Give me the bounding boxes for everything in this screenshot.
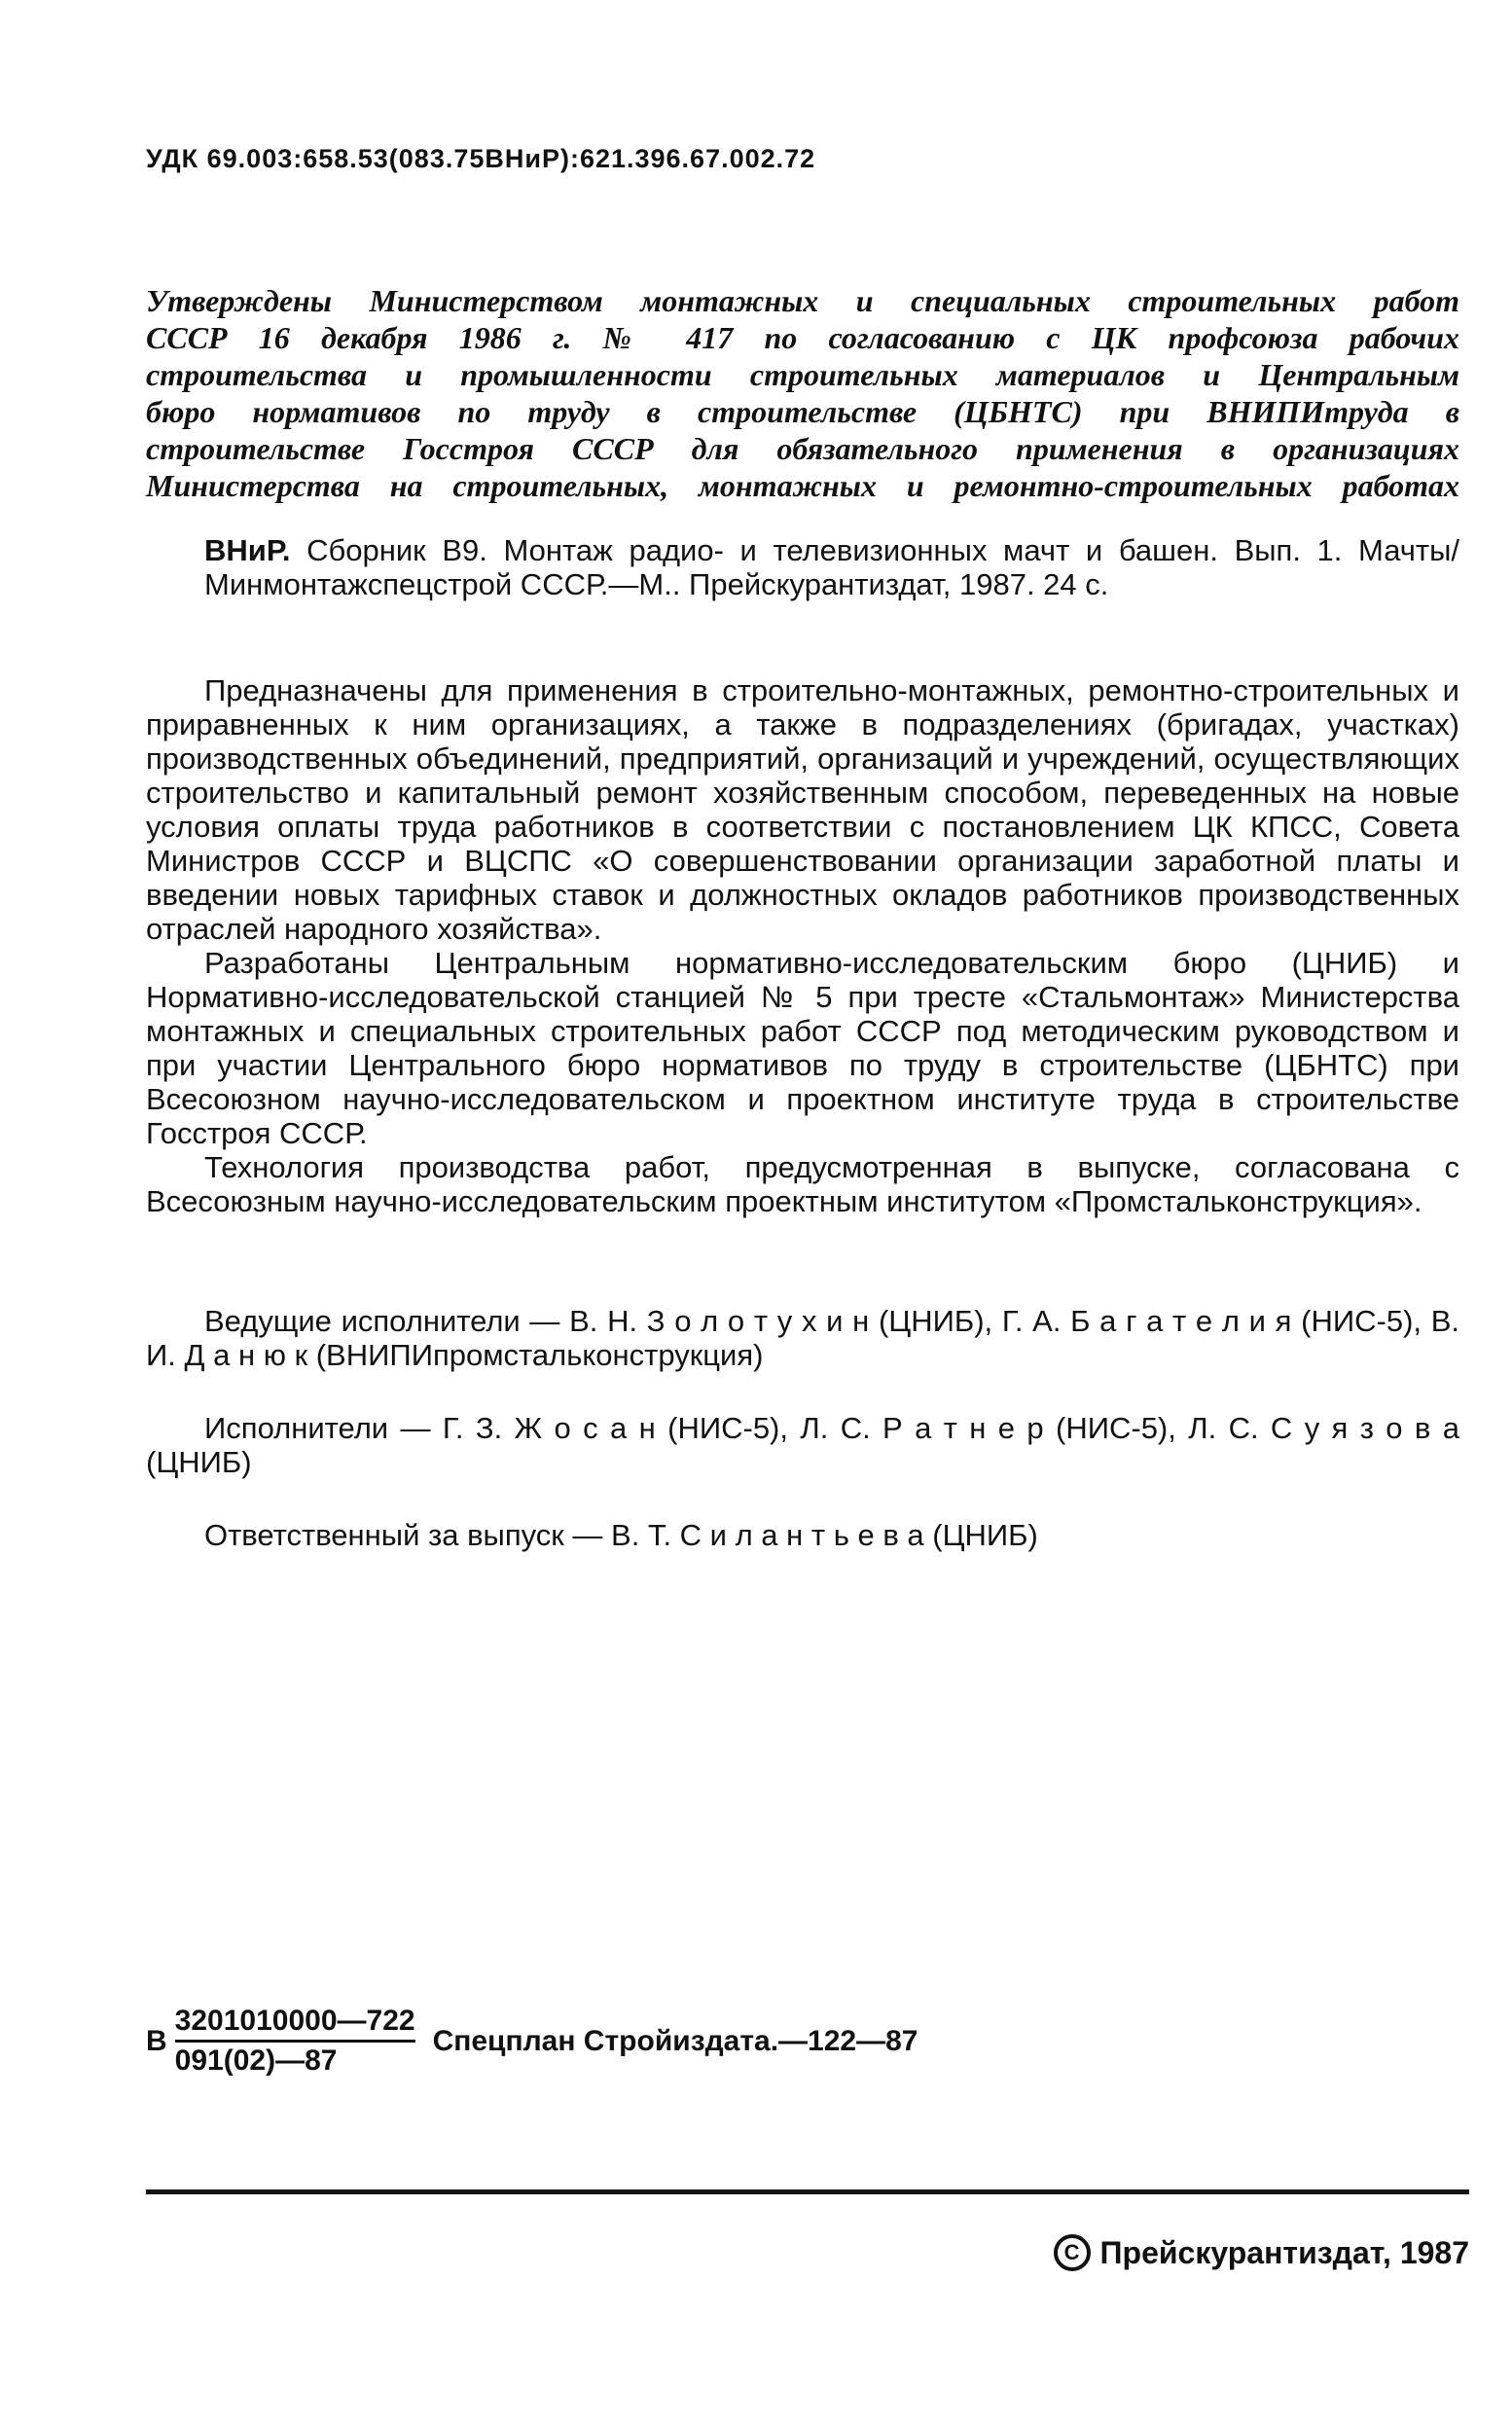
- code-fraction: [175, 2005, 415, 2078]
- bibliographic-text: Сборник В9. Монтаж радио- и телевизионных мачт и башен. Вып. 1. Мачты/Минмонтажспецстрой СССР.—М.. Прейскурантиздат, 1987. 24 с.: [204, 533, 1459, 601]
- approval-line: Министерства на строительных, монтажных и ремонтно-строительных работах: [146, 468, 1459, 503]
- udc-code: УДК 69.003:658.53(083.75ВНиР):621.396.67.002.72: [146, 144, 816, 173]
- approval-statement: [146, 282, 1459, 504]
- lead-performers: Ведущие исполнители — В. Н. З о л о т у х и н (ЦНИБ), Г. А. Б а г а т е л и я (НИС-5), В. И. Д а н ю к (ВНИПИпромстальконструкция): [146, 1304, 1459, 1372]
- publication-code: [146, 2005, 918, 2078]
- code-denominator: 091(02)—87: [174, 2044, 338, 2077]
- copyright-icon: C: [1054, 2234, 1091, 2271]
- credits: [146, 1304, 1459, 1591]
- responsible-person: Ответственный за выпуск — В. Т. С и л а н т ь е в а (ЦНИБ): [204, 1518, 1038, 1552]
- copyright: [1054, 2234, 1469, 2271]
- approval-line: строительства и промышленности строительных материалов и Центральным: [146, 357, 1459, 392]
- code-prefix: В: [146, 2024, 167, 2057]
- description-paragraph: Предназначены для применения в строительно-монтажных, ремонтно-строительных и приравненных к ним организациях, а также в подразделениях (бригадах, участках) производственных объединений, предприятий, организаций и учреждений, осуществляющих строительство и капитальный ремонт хозяйственным способом, переведенных на новые условия оплаты труда работников в соответствии с постановлением ЦК КПСС, Совета Министров СССР и ВЦСПС «О совершенствовании организации заработной платы и введении новых тарифных ставок и должностных окладов работников производственных отраслей народного хозяйства».: [146, 673, 1459, 946]
- description: [146, 673, 1459, 1218]
- code-plan: Спецплан Стройиздата.—122—87: [432, 2024, 918, 2057]
- description-paragraph: Технология производства работ, предусмотренная в выпуске, согласована с Всесоюзным научно-исследовательским проектным институтом «Промстальконструкция».: [146, 1150, 1459, 1218]
- performers: Исполнители — Г. З. Ж о с а н (НИС-5), Л. С. Р а т н е р (НИС-5), Л. С. С у я з о в а (ЦНИБ): [146, 1411, 1459, 1479]
- approval-line: Утверждены Министерством монтажных и специальных строительных работ: [146, 283, 1459, 318]
- code-numerator: 3201010000—722: [175, 2005, 415, 2043]
- bibliographic-lead: ВНиР.: [204, 533, 291, 567]
- bibliographic-entry: [204, 533, 1459, 601]
- approval-line: бюро нормативов по труду в строительстве (ЦБНТС) при ВНИПИтруда в: [146, 394, 1459, 429]
- approval-line: строительстве Госстроя СССР для обязательного применения в организациях: [146, 431, 1459, 466]
- approval-line: СССР 16 декабря 1986 г. № 417 по согласованию с ЦК профсоюза рабочих: [146, 320, 1459, 355]
- description-paragraph: Разработаны Центральным нормативно-исследовательским бюро (ЦНИБ) и Нормативно-исследовательской станцией № 5 при тресте «Стальмонтаж» Министерства монтажных и специальных строительных работ СССР под методическим руководством и при участии Центрального бюро нормативов по труду в строительстве (ЦБНТС) при Всесоюзном научно-исследовательском и проектном институте труда в строительстве Госстроя СССР.: [146, 946, 1459, 1150]
- divider-rule: [146, 2189, 1469, 2194]
- copyright-text: Прейскурантиздат, 1987: [1099, 2234, 1469, 2270]
